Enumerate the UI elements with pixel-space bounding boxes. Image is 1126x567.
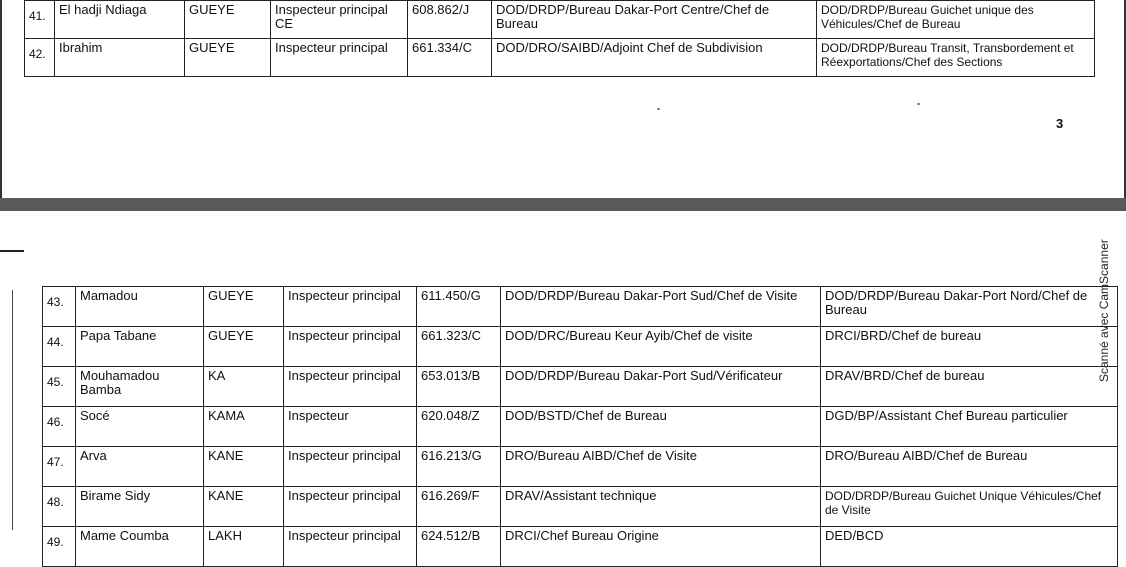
last-name-cell: GUEYE	[185, 39, 271, 77]
matricule-cell: 661.334/C	[408, 39, 492, 77]
grade-cell: Inspecteur principal CE	[271, 1, 408, 39]
current-post-cell: DRCI/Chef Bureau Origine	[501, 527, 821, 567]
last-name-cell: GUEYE	[204, 327, 284, 367]
grade-cell: Inspecteur	[284, 407, 417, 447]
grade-cell: Inspecteur principal	[284, 327, 417, 367]
page-number: 3	[1056, 116, 1064, 131]
new-post-cell: DOD/DRDP/Bureau Transit, Transbordement et Réexportations/Chef des Sections	[817, 39, 1095, 77]
first-name-cell: Mame Coumba	[76, 527, 204, 567]
margin-dash	[0, 250, 24, 252]
last-name-cell: KAMA	[204, 407, 284, 447]
table-row	[43, 287, 1118, 327]
matricule-cell: 653.013/B	[417, 367, 501, 407]
row-number: 44.	[43, 327, 76, 367]
new-post-cell: DOD/DRDP/Bureau Guichet Unique Véhicules/Chef de Visite	[821, 487, 1118, 527]
table-row	[43, 407, 1118, 447]
table-row	[25, 1, 1095, 39]
row-number: 46.	[43, 407, 76, 447]
first-name-cell: Arva	[76, 447, 204, 487]
new-post-cell: DRO/Bureau AIBD/Chef de Bureau	[821, 447, 1118, 487]
last-name-cell: GUEYE	[204, 287, 284, 327]
assignment-table-page-3	[24, 0, 1095, 77]
matricule-cell: 608.862/J	[408, 1, 492, 39]
current-post-cell: DOD/DRDP/Bureau Dakar-Port Sud/Chef de Visite	[501, 287, 821, 327]
table-row	[43, 487, 1118, 527]
current-post-cell: DOD/DRDP/Bureau Dakar-Port Centre/Chef de Bureau	[492, 1, 817, 39]
new-post-cell: DOD/DRDP/Bureau Guichet unique des Véhicules/Chef de Bureau	[817, 1, 1095, 39]
last-name-cell: KANE	[204, 447, 284, 487]
first-name-cell: Birame Sidy	[76, 487, 204, 527]
new-post-cell: DED/BCD	[821, 527, 1118, 567]
current-post-cell: DOD/BSTD/Chef de Bureau	[501, 407, 821, 447]
page-separator	[0, 198, 1126, 211]
current-post-cell: DRAV/Assistant technique	[501, 487, 821, 527]
first-name-cell: Papa Tabane	[76, 327, 204, 367]
table-row	[43, 527, 1118, 567]
first-name-cell: Mamadou	[76, 287, 204, 327]
first-name-cell: El hadji Ndiaga	[55, 1, 185, 39]
grade-cell: Inspecteur principal	[284, 447, 417, 487]
grade-cell: Inspecteur principal	[284, 527, 417, 567]
document-page-top	[0, 0, 1126, 198]
current-post-cell: DOD/DRDP/Bureau Dakar-Port Sud/Vérificateur	[501, 367, 821, 407]
new-post-cell: DRCI/BRD/Chef de bureau	[821, 327, 1118, 367]
assignment-table-page-4	[42, 286, 1118, 567]
matricule-cell: 661.323/C	[417, 327, 501, 367]
grade-cell: Inspecteur principal	[284, 367, 417, 407]
first-name-cell: Ibrahim	[55, 39, 185, 77]
row-number: 47.	[43, 447, 76, 487]
last-name-cell: LAKH	[204, 527, 284, 567]
matricule-cell: 616.269/F	[417, 487, 501, 527]
current-post-cell: DOD/DRC/Bureau Keur Ayib/Chef de visite	[501, 327, 821, 367]
table-row	[25, 39, 1095, 77]
last-name-cell: KA	[204, 367, 284, 407]
row-number: 41.	[25, 1, 55, 39]
new-post-cell: DOD/DRDP/Bureau Dakar-Port Nord/Chef de Bureau	[821, 287, 1118, 327]
last-name-cell: GUEYE	[185, 1, 271, 39]
document-page-bottom	[0, 211, 1126, 549]
row-number: 43.	[43, 287, 76, 327]
camscanner-watermark	[1097, 232, 1111, 382]
grade-cell: Inspecteur principal	[271, 39, 408, 77]
first-name-cell: Mouhamadou Bamba	[76, 367, 204, 407]
new-post-cell: DGD/BP/Assistant Chef Bureau particulier	[821, 407, 1118, 447]
current-post-cell: DOD/DRO/SAIBD/Adjoint Chef de Subdivision	[492, 39, 817, 77]
grade-cell: Inspecteur principal	[284, 487, 417, 527]
matricule-cell: 616.213/G	[417, 447, 501, 487]
grade-cell: Inspecteur principal	[284, 287, 417, 327]
matricule-cell: 620.048/Z	[417, 407, 501, 447]
matricule-cell: 611.450/G	[417, 287, 501, 327]
matricule-cell: 624.512/B	[417, 527, 501, 567]
last-name-cell: KANE	[204, 487, 284, 527]
table-row	[43, 327, 1118, 367]
row-number: 49.	[43, 527, 76, 567]
margin-bracket	[12, 290, 19, 530]
row-number: 48.	[43, 487, 76, 527]
row-number: 42.	[25, 39, 55, 77]
table-row	[43, 447, 1118, 487]
table-row	[43, 367, 1118, 407]
watermark-text: Scanné avec CamScanner	[1097, 239, 1111, 382]
current-post-cell: DRO/Bureau AIBD/Chef de Visite	[501, 447, 821, 487]
new-post-cell: DRAV/BRD/Chef de bureau	[821, 367, 1118, 407]
row-number: 45.	[43, 367, 76, 407]
first-name-cell: Socé	[76, 407, 204, 447]
